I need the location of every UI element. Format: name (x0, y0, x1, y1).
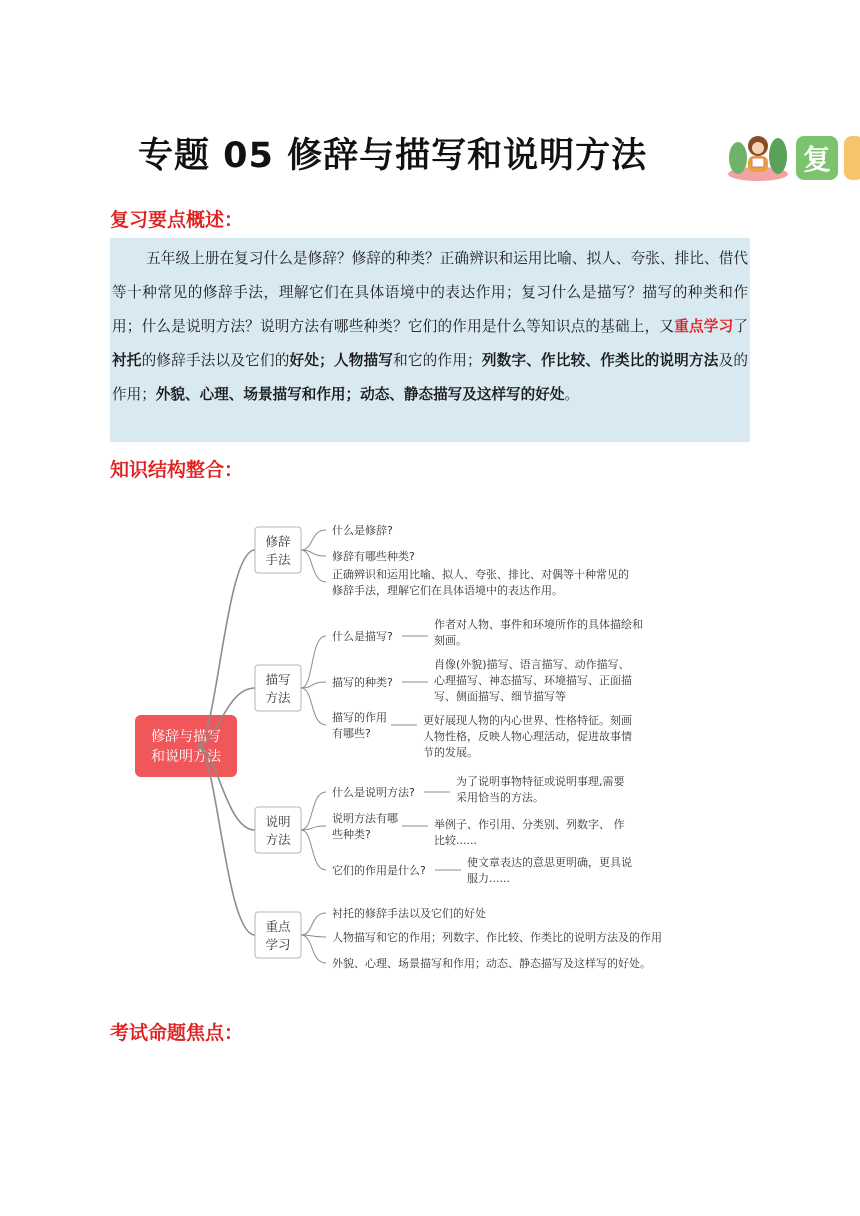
summary-text-4: 和它的作用； (393, 352, 482, 369)
item-answer: 刻画。 (434, 634, 467, 647)
page-title: 专题 05 修辞与描写和说明方法 (138, 136, 648, 176)
summary-bold-2: 好处；人物描写 (289, 352, 394, 369)
summary-bold-4: 外貌、心理、场景描写和作用；动态、静态描写及这样写的好处 (155, 386, 565, 403)
section-focus-heading: 考试命题焦点： (110, 1022, 244, 1044)
item-answer: 举例子、作引用、分类别、列数字、 作 (434, 818, 625, 831)
item-connector (301, 682, 326, 688)
section-overview-heading: 复习要点概述： (110, 209, 244, 231)
item-connector (301, 826, 326, 830)
item-question: 描写的种类? (332, 676, 393, 689)
item-connector (301, 913, 326, 935)
item-question: 些种类? (332, 828, 371, 841)
branch-label: 修辞 (265, 534, 291, 549)
item-answer: 服力...... (467, 872, 510, 885)
summary-text-1: 五年级上册在复习什么是修辞？修辞的种类？正确辨识和运用比喻、拟人、夸张、排比、借代等十种常见的修辞手法，理解它们在具体语境中的表达作用；复习什么是描写？描写的种类和作用；什么是说明方法？说明方法有哪些种类？它们的作用是什么等知识点的基础上，又 (112, 250, 748, 335)
item-answer: 节的发展。 (423, 746, 478, 759)
item-answer: 作者对人物、事件和环境所作的具体描绘和 (434, 618, 643, 631)
branch-label: 重点 (265, 919, 291, 934)
item-question: 说明方法有哪 (332, 812, 398, 825)
branch-label: 方法 (265, 832, 291, 847)
branch-label: 方法 (265, 690, 291, 705)
branch-label: 描写 (265, 672, 291, 687)
item-question: 正确辨识和运用比喻、拟人、夸张、排比、对偶等十种常见的 (332, 568, 629, 581)
item-answer: 人物性格，反映人物心理活动，促进故事情 (423, 730, 632, 743)
item-connector (301, 830, 326, 870)
mind-map (130, 510, 690, 980)
root-label: 修辞与描写 (151, 729, 221, 745)
item-connector (301, 935, 326, 963)
item-question: 修辞有哪些种类? (332, 550, 415, 563)
item-answer: 采用恰当的方法。 (456, 791, 544, 804)
item-answer: 为了说明事物特征或说明事理,需要 (456, 775, 625, 788)
item-question: 什么是说明方法? (332, 786, 415, 799)
summary-text-6: 。 (564, 386, 580, 403)
item-question: 人物描写和它的作用；列数字、作比较、作类比的说明方法及的作用 (332, 931, 662, 944)
summary-text-2: 了 (733, 318, 748, 335)
item-question: 它们的作用是什么? (332, 864, 426, 877)
branch-label: 说明 (265, 814, 291, 829)
item-answer: 写、侧面描写、细节描写等 (434, 690, 566, 703)
summary-text-3: 的修辞手法以及它们的 (141, 352, 290, 369)
summary-bold-3: 列数字、作比较、作类比的说明方法 (481, 352, 719, 369)
root-label: 和说明方法 (151, 749, 221, 765)
section-structure-heading: 知识结构整合： (110, 459, 244, 481)
summary-text-5: 及的作用； (112, 352, 748, 403)
badge-char: 复 (802, 143, 832, 176)
item-question: 什么是修辞? (332, 524, 393, 537)
item-connector (301, 792, 326, 830)
plant-right-icon (769, 138, 787, 174)
branch-label: 手法 (265, 552, 291, 567)
review-badge (720, 128, 860, 184)
item-answer: 心理描写、神态描写、环境描写、正面描 (434, 674, 632, 687)
item-answer: 比较...... (434, 834, 477, 847)
summary-highlight-focus: 重点学习 (674, 318, 734, 335)
item-question: 衬托的修辞手法以及它们的好处 (332, 907, 486, 920)
item-answer: 肖像(外貌)描写、语言描写、动作描写、 (434, 658, 630, 671)
mind-map-svg (130, 510, 690, 980)
branch-label: 学习 (265, 937, 291, 952)
item-answer: 使文章表达的意思更明确，更具说 (467, 856, 632, 869)
root-node (135, 715, 237, 777)
item-question: 修辞手法，理解它们在具体语境中的表达作用。 (332, 584, 563, 597)
item-question: 什么是描写? (332, 630, 393, 643)
plant-left-icon (729, 142, 747, 174)
item-question: 描写的作用 (332, 711, 387, 724)
item-connector (301, 636, 326, 688)
review-badge-graphic (720, 128, 860, 184)
item-question: 有哪些? (332, 727, 371, 740)
item-question: 外貌、心理、场景描写和作用；动态、静态描写及这样写的好处。 (332, 957, 651, 970)
item-connector (301, 688, 326, 725)
item-connector (301, 550, 326, 582)
item-connector (301, 530, 326, 550)
badge-box-next (844, 136, 860, 180)
item-answer: 更好展现人物的内心世界、性格特征。刻画 (423, 714, 632, 727)
summary-bold-1: 衬托 (112, 352, 142, 369)
summary-box (110, 238, 750, 442)
